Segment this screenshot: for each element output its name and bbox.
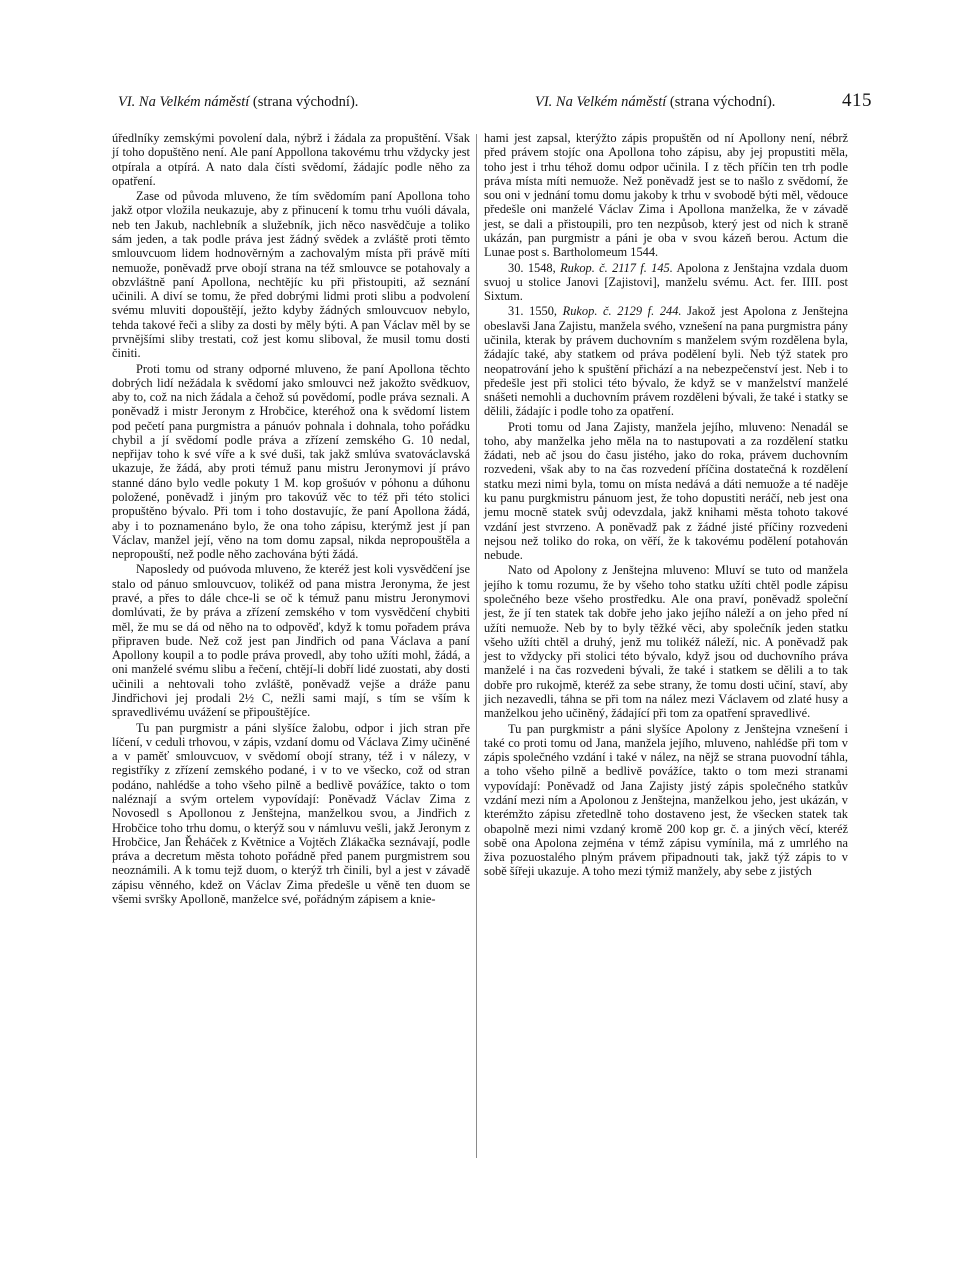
entry-number: 30. — [508, 260, 524, 275]
entry-year: 1548, — [527, 260, 556, 275]
entry-31 — [484, 304, 848, 418]
entry-number: 31. — [508, 304, 524, 319]
column-divider — [476, 134, 477, 1158]
paragraph: Naposledy od puóvoda mluveno, že kteréž jest koli vysvědčení jse stalo od pánuo smlouvcuov, tolikéž od pana mistra Jeronyma, že jest pravé, a přes to dále chce-li se oč k témuž panu mistru Jeronymovi domlúvati, že by práva a zřízení zemského v tom vysvědčení chybiti měl, že mu se dá od něho na to odpověď, když k tomu pořadem práva připraven bude. Než což jest pan Jindřich od pana Václava a paní Apollony koupil a to podle práva provedl, aby toho užíti mohl, žádá, a oni manželé svému slibu a řečení, chtějí-li dobří lidé zuostati, aby dosti učinili a nehtovali toho zvláště, poněvadž vejše a dráže panu Jindřichovi jej prodali 2½ C, nežli sami mají, s tím se vším k spravedlivému uvážení se připouštějíce. — [112, 562, 470, 720]
paragraph: Tu pan purgmistr a páni slyšíce žalobu, odpor i jich stran pře líčení, v ceduli trhovou, v zápis, vzdaní domu od Václava Zimy učiněné a v paměť smlouvcuov, v svědomí obojí strany, též i v nálezy, v registříky z zřízení zemského podané, i v to ve všecko, což od stran podáno, nahlédše a toho všeho pilně a bedlivě povážíce, takto o tom naléznají a svým ortelem vypovídají: Poněvadž Václav Zima z Novosedl s Apollonou z Jenštejna, manželkou svou, a Jindřich z Hrobčice toho trhu domu, o kterýž sou v námluvu vešli, jakž Jeronym z Hrobčice, Jan Řeháček z Květnice a Vojtěch Zlákačka seznávají, podle práva a decretum města tohoto pořádně před panem purgmistrem sou neoznámili. A k tomu tejž duom, o kterýž trh činili, byl a jest v závadě zápisu věnného, kdež on Václav Zima předešle u věně ten duom se všemi svršky Apolloně, manželce své, pořádným zápisem a knie- — [112, 720, 470, 906]
left-column — [112, 131, 470, 906]
paragraph: Zase od původa mluveno, že tím svědomím paní Apollona toho jakž otpor vložila neukazuje, aby z přinucení k tomu trhu vuóli dávala, neb ten Jakub, nachlebník a služebník, jich něco nasvědčuje a toliko sám jeden, a tak podle práva jest žádný svědek a zvláště proti těmto smlouvcuom lidem hodnověrným a zachovalým místa při právě míti nemuože, poněvadž prve obojí strana na též smlouvce se potahovaly a obzvláštně paní Apollona, nechtějíc ku při přistoupiti, až seznání učinili. A diví se tomu, že před dobrými lidmi proti slibu a podvolení svému mluviti dopouštějí, ježto kdyby žádných smlouvcuov nebylo, tehda takové řeči a sliby za dosti by měly býti. A pan Václav měl by se prvnějšími sliby trestati, což jest komu sliboval, že musil tomu dosti činiti. — [112, 189, 470, 361]
running-header-left — [118, 93, 358, 111]
header-left-title: VI. Na Velkém náměstí — [118, 94, 250, 110]
entry-30 — [484, 261, 848, 304]
manuscript-reference: Rukop. č. 2117 f. 145. — [560, 260, 673, 275]
paragraph: úředlníky zemskými povolení dala, nýbrž i žádala za propuštění. Však jí toho dopuštěno není. Ale paní Appollona takovému trhu vždycky jest otpírala a otpírá. A nato dala čísti svědomí, žádajíc podle něho za opatření. — [112, 131, 470, 188]
page-number: 415 — [842, 90, 872, 111]
paragraph: Proti tomu od strany odporné mluveno, že paní Apollona těchto dobrých lidí nežádala k svědomí jako smlouvci než jakožto svědkuov, aby to, což na nich žádala a čehož sú povědomí, podle práva seznali. A poněvadž i mistr Jeronym z Hrobčice, kteréhož ona k svědomí listem pod pečetí pana purgmistra a pánuóv pohnala i dohnala, toho pořádku chybil a jí svědomí podle práva a zřízení zemského G. 10 nedal, nepřijav toho k své víře a k své duši, tak jakž smlúva svatováclavská ukazuje, že žádá, aby proti témuž panu mistru Jeronymovi jí právo stanné dáno bylo vedle pokuty 1 M. kop grošuóv v pόhonu a dúhonu položené, poněvadž i jiným pro takovúž věc to též při této stolici propuštěno bývalo. Při tom i toho dostavujíc, že paní Apollona žádá, aby i to poznamenáno bylo, že ona toho zápisu, kterýmž jest jí pan Václav, manžel její, věno na tom domu zapsal, nikda nepropouštěla a nepropouští, než podle něho zachována býti žádá. — [112, 361, 470, 562]
header-left-subtitle: (strana východní). — [252, 94, 359, 110]
entry-year: 1550, — [529, 304, 558, 319]
paragraph: Proti tomu od Jana Zajisty, manžela jejího, mluveno: Nenadál se toho, aby manželka jeho měla na to nastupovati a za rozdělení statku žádati, neb ač jsou do času jistého, jako do roka, právem duchovním rozvedeni, však aby to na čas rozvedení příčina dostatečná k rozdělení statku mezi nimi byla, tomu on místa nedává a dáti nemuože a té naděje ku panu purgkmistru pánuom jest, že toho dopustiti neráčí, neb jest ona jemu mocně statek svůj odevzdala, jakž knihami města tohoto takové vzdání jest stvrzeno. A poněvadž pak z žádné jisté příčiny rozvedeni nejsou než toliko do roka, on věří, že k takovému podělení potahován nebude. — [484, 419, 848, 563]
paragraph: hami jest zapsal, kterýžto zápis propuštěn od ní Apollony není, nébrž před právem stojíc ona Apollona toho zápisu, aby jej propustiti měla, toho jest i trhu téhož domu odpor učinila. I z těch příčin ten trh podle práva místa míti nemuože. Než poněvadž jest se to našlo z svědomí, že sou oni v jednání tomu domu jakoby k trhu v svobodě býti měl, vědouce předešle oni manželé Václav Zima i Apollona manželka, že v závadě jest, se dali a přistoupili, pro ten nezpůsob, který jest od nich k straně ukázán, pan purgmistr a páni je oba v svou kázeň berou. Actum die Lunae post s. Bartholomeum 1544. — [484, 131, 848, 260]
paragraph: Nato od Apolony z Jenštejna mluveno: Mluví se tuto od manžela jejího k tomu rozumu, že by všeho toho statku užíti chtěl podle zápisu společného beze všeho prostředku. Ale ona praví, poněvadž společní jest, že jí ten statek tak dobře jeho jako jejího náleží a on jeho před ní užíti nemuože. Neb by to byly těžké věci, aby společník jeden statku všeho užíti chtěl a druhý, jenž mu tolikéž náleží, nic. A poněvadž pak jest to vždycky při stolici této bývalo, když jsou od duchovního práva manželé i na čas rozvedeni bývali, že také i statkem se dělili a to tak dobře pro rukojmě, kteréž za sebe strany, že tomu dosti učiní, staví, aby jich nezavedli, táhna se při tom na nález mezi Václavem od zlaté husy a manželkou jeho učiněný, žádající při tom za opatření spravedlivé. — [484, 563, 848, 721]
header-right-subtitle: (strana východní). — [669, 94, 776, 110]
header-right-title: VI. Na Velkém náměstí — [535, 94, 667, 110]
entry-text: Jakož jest Apolona z Jenštejna obeslavši Jana Zajistu, manžela svého, vznešení na pana purgmistra pány učinila, kterak by právem duchovním s manželem svým rozdělena byla, žádajíc také, aby statkem od práva podělení byli. Neb týž statek pro neopatrování jeho k spuštění přichází a na nebezpečenství jest. Neb i to předešle jest při stolici této bývalo, že když se v manželství manželé snášeti nemohli a duchovním právem rozděleni bývali, že také i statky se dělili, žádajíc i podle toho za opatření. — [484, 304, 848, 419]
paragraph: Tu pan purgkmistr a páni slyšíce Apolony z Jenštejna vznešení i také co proti tomu od Jana, manžela jejího, mluveno, nahlédše při tom v zápis společného vzdání i také v nález, na nějž se strana puovodní táhla, a toho všeho pilně a bedlivě povážíce, takto o tom mezi stranami vypovídají: Poněvadž od Jana Zajisty jistý zápis společného statkův vzdání mezi ním a Apolonou z Jenštejna, manželkou jeho, jest ukázán, v kterémžto zápisu zřetedlně toho dostaveno jest, že všecken statek tak obapolně mezi nimi vzdaný kromě 200 kop gr. č. a jiných věcí, kteréž sobě ona Apolona zejména v témž zápisu vymínila, má z umrlého na živa pozuostalého plným právem připadnouti tak, jakž týž zápis to v sobě šířeji ukazuje. A toho mezi týmiž manžely, aby sebe z jistých — [484, 721, 848, 879]
right-column — [484, 131, 848, 879]
entry-text: Apolona z Jenštajna vzdala duom svuoj u stolice Janovi [Zajistovi], manželu svému. Act. fer. IIII. post Sixtum. — [484, 260, 848, 304]
manuscript-reference: Rukop. č. 2129 f. 244. — [562, 304, 682, 319]
running-header-right — [535, 93, 775, 111]
